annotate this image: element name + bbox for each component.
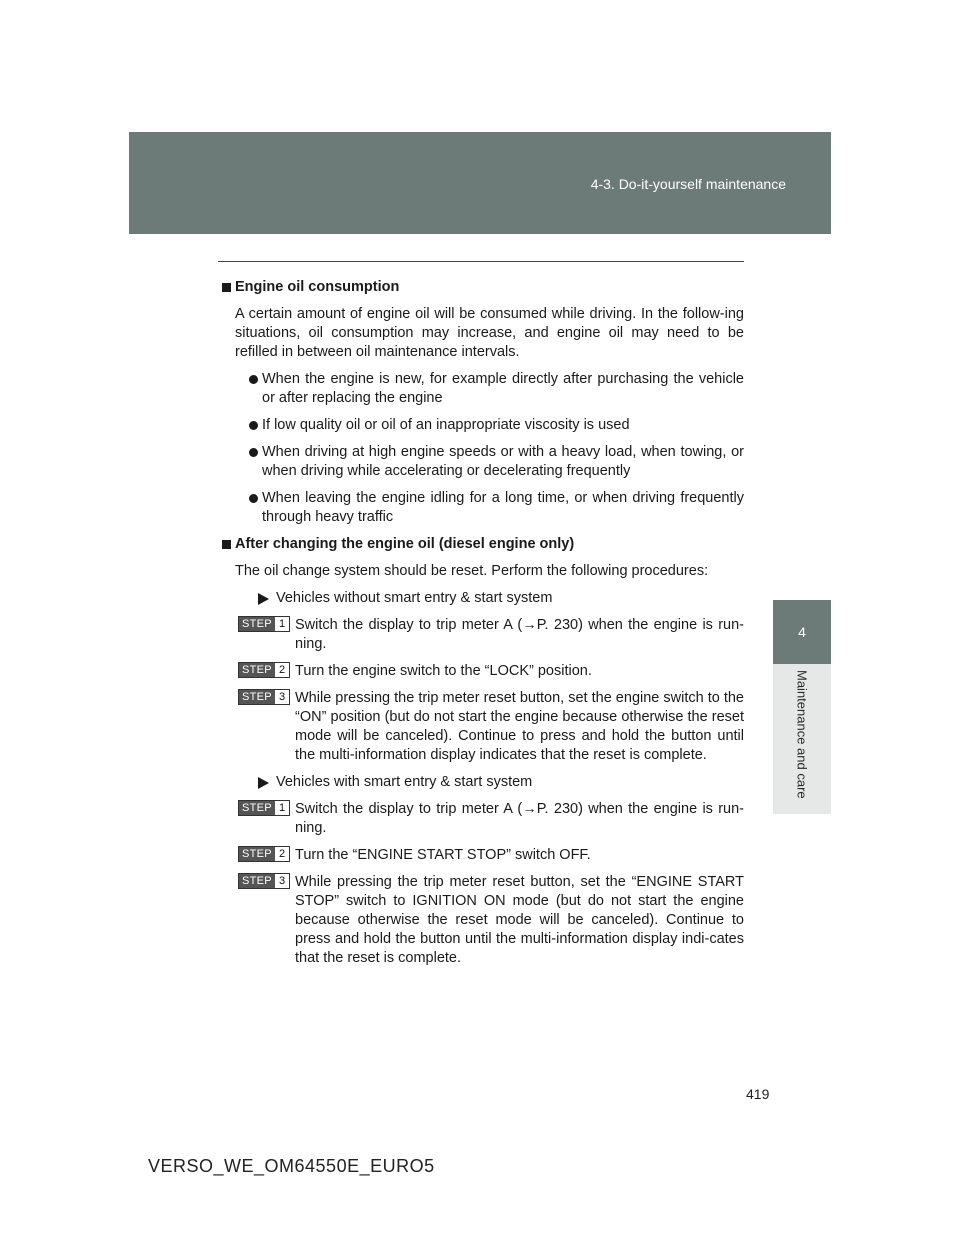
list-item: When leaving the engine idling for a long time, or when driving frequently through heavy traffic: [248, 489, 744, 527]
section-paragraph: The oil change system should be reset. Perform the following procedures:: [235, 563, 709, 579]
step-badge: STEP 2: [238, 846, 290, 862]
step-badge: STEP 3: [238, 689, 290, 705]
section-paragraph: A certain amount of engine oil will be consumed while driving. In the follow-ing situations, oil consumption may increase, and engine oil may need to be refilled in between oil maintenance intervals.: [235, 306, 744, 360]
list-item: When driving at high engine speeds or with a heavy load, when towing, or when driving while accelerating or decelerating frequently: [248, 443, 744, 481]
step-badge: STEP 1: [238, 616, 290, 632]
triangle-arrow-icon: [258, 593, 269, 605]
step-item: STEP 3 While pressing the trip meter reset button, set the “ENGINE START STOP” switch to IGNITION ON mode (but do not start the engine because otherwise the reset mode will be canceled). Continue to press and hold the button until the multi-information display indi-cates that the reset is complete.: [222, 873, 744, 968]
header-band: [129, 132, 831, 234]
list-item: When the engine is new, for example directly after purchasing the vehicle or after replacing the engine: [248, 370, 744, 408]
document-code: VERSO_WE_OM64550E_EURO5: [148, 1156, 435, 1176]
round-bullet-icon: [249, 448, 258, 457]
step-item: STEP 1 Switch the display to trip meter A (→P. 230) when the engine is run-ning.: [222, 616, 744, 654]
section-heading: Engine oil consumption: [222, 278, 744, 297]
chapter-tab: [773, 664, 831, 814]
section-heading: After changing the engine oil (diesel engine only): [222, 535, 744, 554]
group-title: Vehicles with smart entry & start system: [258, 773, 744, 792]
page-number: 419: [746, 1086, 770, 1102]
section-title: 4-3. Do-it-yourself maintenance: [590, 176, 786, 192]
step-item: STEP 2 Turn the “ENGINE START STOP” switch OFF.: [222, 846, 744, 865]
square-bullet-icon: [222, 540, 231, 549]
step-item: STEP 3 While pressing the trip meter reset button, set the engine switch to the “ON” position (but do not start the engine because otherwise the reset mode will be canceled). Continue to press and hold the button until the multi-information display indicates that the reset is complete.: [222, 689, 744, 765]
round-bullet-icon: [249, 421, 258, 430]
square-bullet-icon: [222, 283, 231, 292]
step-badge: STEP 3: [238, 873, 290, 889]
triangle-arrow-icon: [258, 777, 269, 789]
chapter-tab-number: 4: [773, 600, 831, 664]
step-badge: STEP 2: [238, 662, 290, 678]
page-content: [222, 278, 744, 976]
top-divider: [218, 261, 744, 262]
step-item: STEP 2 Turn the engine switch to the “LOCK” position.: [222, 662, 744, 681]
round-bullet-icon: [249, 375, 258, 384]
step-item: STEP 1 Switch the display to trip meter A (→P. 230) when the engine is run-ning.: [222, 800, 744, 838]
group-title: Vehicles without smart entry & start system: [258, 589, 744, 608]
step-badge: STEP 1: [238, 800, 290, 816]
round-bullet-icon: [249, 494, 258, 503]
chapter-tab-label: Maintenance and care: [794, 670, 810, 799]
list-item: If low quality oil or oil of an inappropriate viscosity is used: [248, 416, 744, 435]
